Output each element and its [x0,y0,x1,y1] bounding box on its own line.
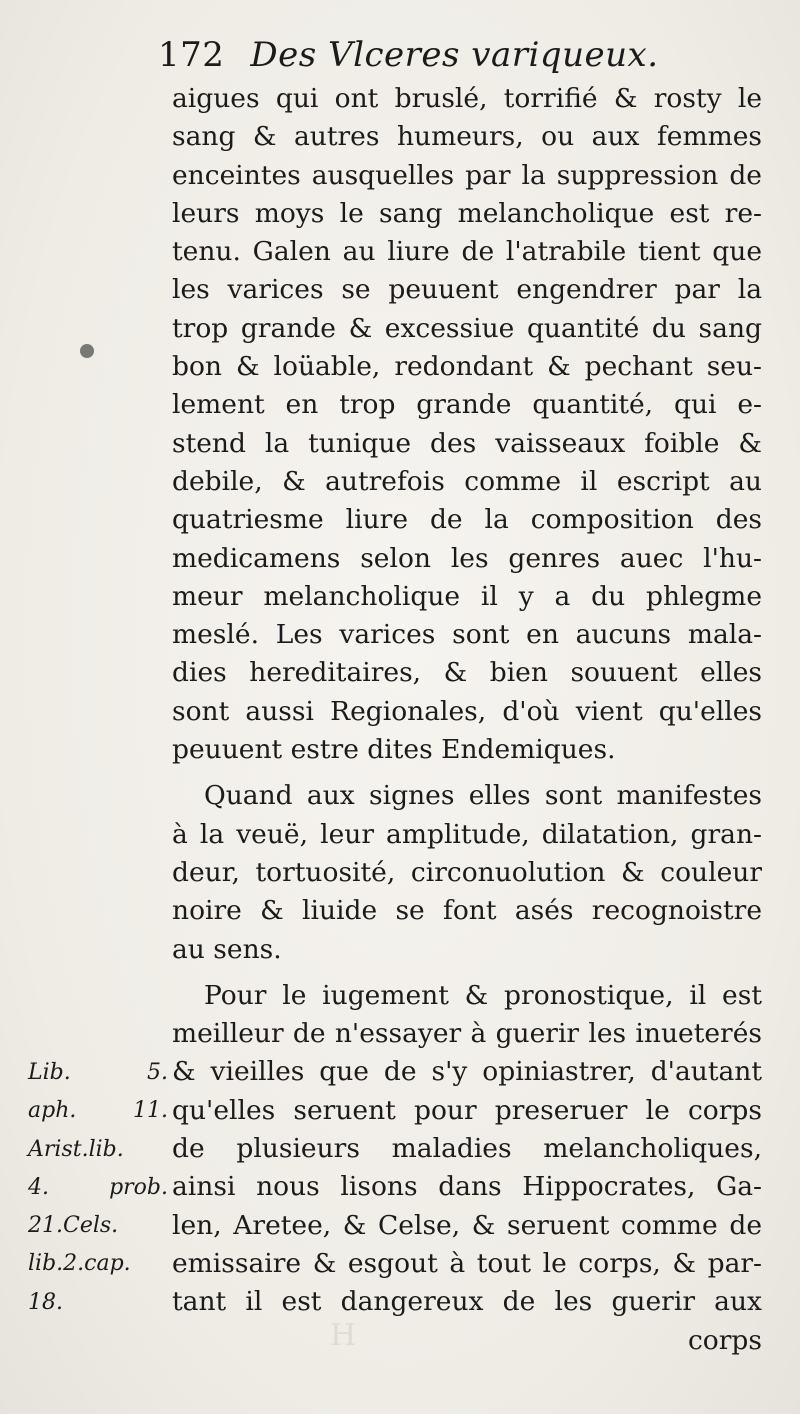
page-number: 172 [158,35,225,75]
text-line: sang & autres humeurs, ou aux femmes [172,121,762,153]
text-line: dies hereditaires, & bien souuent elles [172,657,762,689]
text-line: bon & loüable, redondant & pechant seu- [172,351,762,383]
text-line: & vieilles que de s'y opiniastrer, d'autant [172,1056,762,1088]
text-line: leurs moys le sang melancholique est re- [172,197,762,229]
citation-line: 18. [28,1289,63,1315]
text-line: quatriesme liure de la composition des [172,504,762,536]
text-line: meur melancholique il y a du phlegme [172,580,762,612]
text-line: trop grande & excessiue quantité du sang [172,312,762,344]
text-line: sont aussi Regionales, d'où vient qu'elles [172,695,762,727]
page-header [158,30,658,80]
text-line: qu'elles seruent pour preseruer le corps [172,1094,762,1126]
text-line: à la veuë, leur amplitude, dilatation, gran- [172,818,762,850]
citation-line: lib.2.cap. [28,1251,131,1277]
text-line: enceintes ausquelles par la suppression de [172,159,762,191]
margin-citation [28,1054,168,1322]
citation-line: aph. 11. [28,1098,168,1124]
text-line: emissaire & esgout à tout le corps, & par- [172,1247,762,1279]
text-line: noire & liuide se font asés recognoistre [172,895,762,927]
text-line: len, Aretee, & Celse, & seruent comme de [172,1209,762,1241]
text-line: deur, tortuosité, circonuolution & couleur [172,856,762,888]
text-line: meslé. Les varices sont en aucuns mala- [172,619,762,651]
paragraph-end-line: peuuent estre dites Endemiques. [172,734,616,766]
body-text [172,80,762,1360]
running-title: Des Vlceres variqueux. [250,35,659,75]
citation-line: 4. prob. [28,1174,168,1200]
text-line: meilleur de n'essayer à guerir les inueterés [172,1018,762,1050]
paragraph-start-line: Pour le iugement & pronostique, il est [204,979,762,1011]
text-line: ainsi nous lisons dans Hippocrates, Ga- [172,1171,762,1203]
paragraph-end-line: au sens. [172,933,282,965]
text-line: stend la tunique des vaisseaux foible & [172,427,762,459]
text-line: tenu. Galen au liure de l'atrabile tient que [172,236,762,268]
citation-line: 21.Cels. [28,1213,119,1239]
citation-line: Arist.lib. [28,1136,124,1162]
citation-line: Lib. 5. [28,1060,168,1085]
bleed-through-mark: H [330,1318,357,1353]
paragraph-start-line: Quand aux signes elles sont manifestes [204,780,762,812]
text-line: lement en trop grande quantité, qui e- [172,389,762,421]
ink-speck [80,344,94,358]
text-line: de plusieurs maladies melancholiques, [172,1133,762,1165]
catchword: corps [687,1324,762,1356]
text-line: debile, & autrefois comme il escript au [172,465,762,497]
text-line: aigues qui ont bruslé, torrifié & rosty le [172,83,762,114]
text-line: medicamens selon les genres auec l'hu- [172,542,762,574]
text-line: les varices se peuuent engendrer par la [172,274,762,306]
text-line: tant il est dangereux de les guerir aux [172,1286,762,1318]
